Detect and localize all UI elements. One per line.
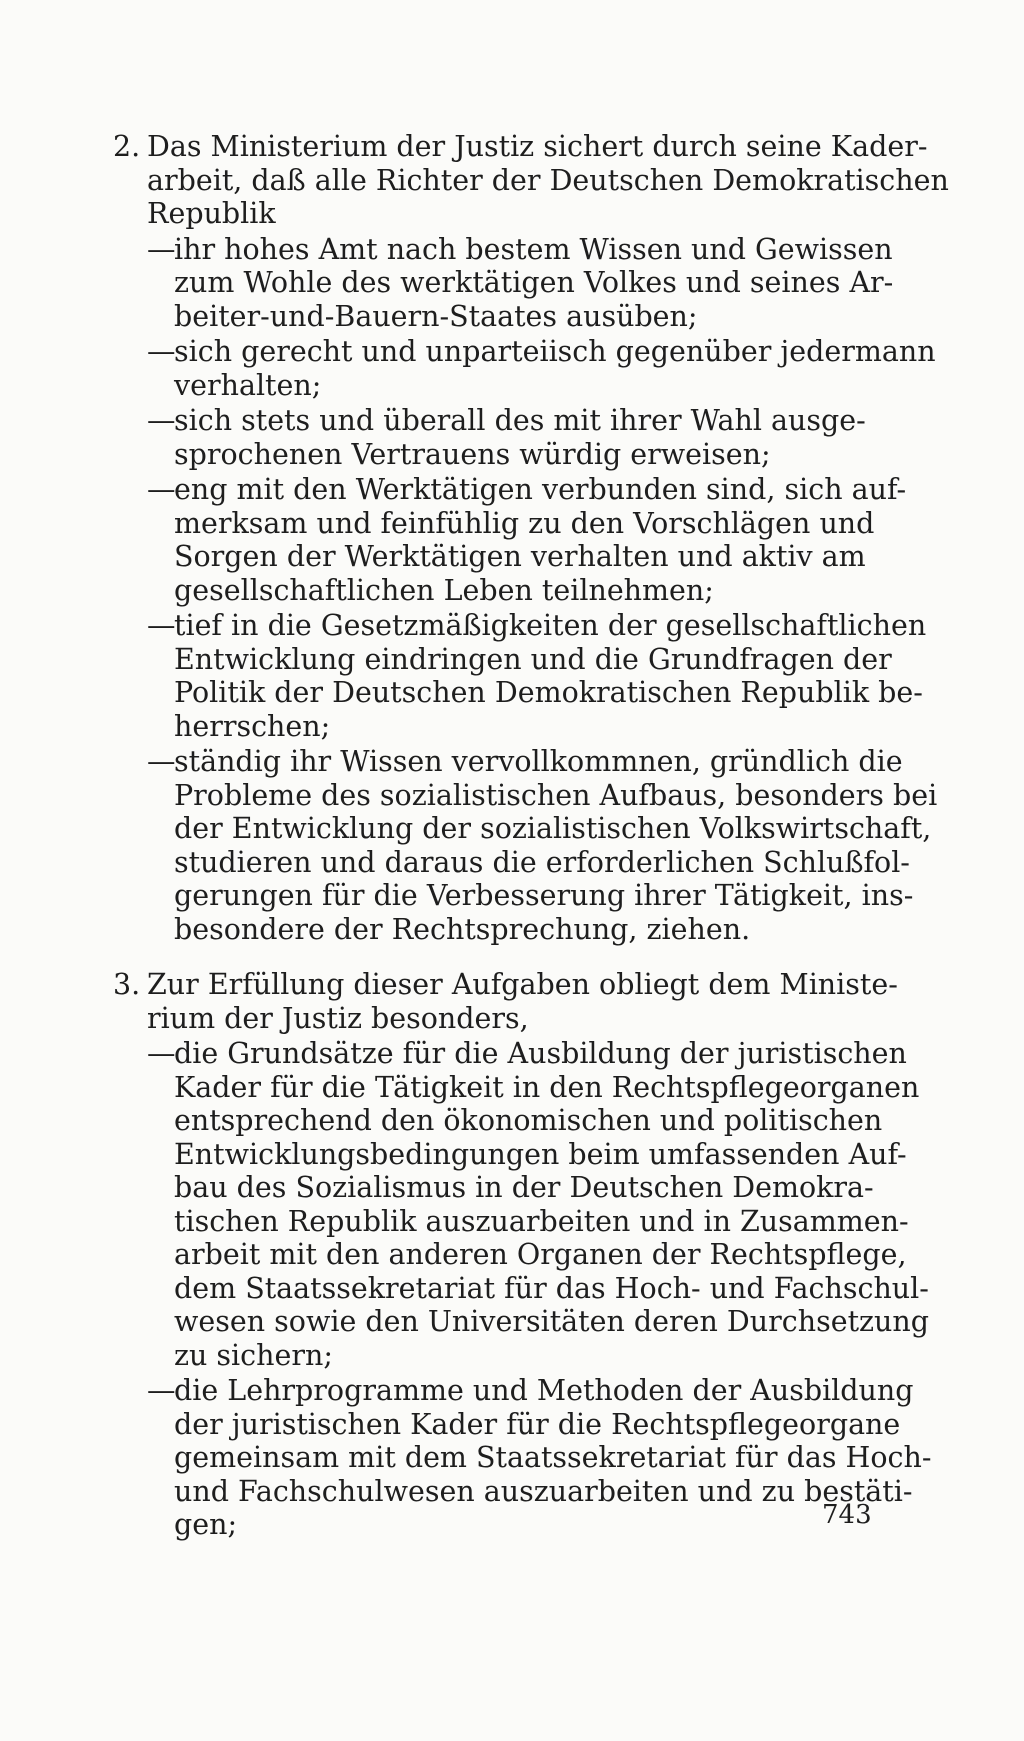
dash-list-item — [147, 609, 927, 743]
text-line: sich gerecht und unparteiisch gegenüber jedermann — [174, 335, 936, 368]
paragraph-number: 2. — [113, 130, 141, 163]
dash-marker: — — [147, 404, 176, 437]
text-line: tief in die Gesetzmäßigkeiten der gesellschaftlichen — [174, 609, 927, 642]
paragraph-number: 3. — [113, 968, 141, 1001]
text-line: gen; — [174, 1508, 238, 1541]
text-line: Entwicklung eindringen und die Grundfragen der — [174, 642, 892, 676]
text-line: rium der Justiz besonders, — [147, 1001, 529, 1035]
body-text — [0, 130, 1024, 1542]
text-line: die Lehrprogramme und Methoden der Ausbildung — [174, 1374, 914, 1407]
text-line: gesellschaftlichen Leben teilnehmen; — [174, 573, 714, 607]
dash-marker: — — [147, 335, 176, 368]
text-line: wesen sowie den Universitäten deren Durchsetzung — [174, 1305, 929, 1338]
dash-marker: — — [147, 232, 176, 266]
text-line: die Grundsätze für die Ausbildung der juristischen — [174, 1037, 907, 1070]
text-line: Das Ministerium der Justiz sichert durch seine Kader- — [147, 130, 928, 163]
dash-marker: — — [147, 1037, 176, 1070]
text-line: der juristischen Kader für die Rechtspflegeorgane — [174, 1407, 901, 1441]
paragraph-intro — [147, 130, 949, 231]
text-line: bau des Sozialismus in der Deutschen Demokra- — [174, 1171, 874, 1204]
text-line: Probleme des sozialistischen Aufbaus, besonders bei — [174, 778, 938, 812]
dash-list-item — [147, 745, 938, 946]
numbered-paragraph — [0, 130, 949, 946]
text-line: Entwicklungsbedingungen beim umfassenden Auf- — [174, 1137, 907, 1171]
text-line: sprochenen Vertrauens würdig erweisen; — [174, 437, 771, 471]
numbered-paragraph — [0, 968, 932, 1542]
text-line: arbeit mit den anderen Organen der Rechtspflege, — [174, 1238, 907, 1271]
text-line: zum Wohle des werktätigen Volkes und seines Ar- — [174, 266, 894, 299]
text-line: tischen Republik auszuarbeiten und in Zusammen- — [174, 1204, 909, 1238]
dash-list-item — [147, 473, 907, 607]
text-line: Kader für die Tätigkeit in den Rechtspflegeorganen — [174, 1070, 920, 1104]
text-line: studieren und daraus die erforderlichen Schlußfol- — [174, 845, 910, 879]
dash-list-item — [147, 232, 894, 334]
text-line: Sorgen der Werktätigen verhalten und aktiv am — [174, 540, 866, 573]
dash-list-item — [147, 1374, 932, 1542]
dash-list-item — [147, 404, 867, 471]
text-line: ihr hohes Amt nach bestem Wissen und Gewissen — [174, 232, 893, 266]
dash-marker: — — [147, 745, 176, 778]
text-line: gemeinsam mit dem Staatssekretariat für das Hoch- — [174, 1441, 932, 1474]
text-line: merksam und feinfühlig zu den Vorschlägen und — [174, 506, 875, 540]
dash-marker: — — [147, 609, 176, 642]
dash-list-item — [147, 335, 936, 402]
text-line: verhalten; — [174, 368, 322, 402]
text-line: entsprechend den ökonomischen und politischen — [174, 1104, 883, 1137]
text-line: der Entwicklung der sozialistischen Volkswirtschaft, — [174, 812, 932, 845]
text-line: und Fachschulwesen auszuarbeiten und zu bestäti- — [174, 1474, 913, 1508]
text-line: beiter-und-Bauern-Staates ausüben; — [174, 299, 698, 333]
text-line: Zur Erfüllung dieser Aufgaben obliegt dem Ministe- — [147, 968, 898, 1001]
paragraph-spacer — [0, 946, 1024, 968]
text-line: herrschen; — [174, 709, 331, 743]
text-line: besondere der Rechtsprechung, ziehen. — [174, 912, 751, 946]
dash-list-item — [147, 1037, 929, 1372]
text-line: ständig ihr Wissen vervollkommnen, gründlich die — [174, 745, 903, 778]
dash-marker: — — [147, 473, 176, 506]
text-line: gerungen für die Verbesserung ihrer Tätigkeit, ins- — [174, 879, 914, 912]
text-line: arbeit, daß alle Richter der Deutschen Demokratischen — [147, 163, 949, 197]
text-line: Politik der Deutschen Demokratischen Republik be- — [174, 676, 923, 709]
dash-marker: — — [147, 1374, 176, 1407]
text-line: eng mit den Werktätigen verbunden sind, sich auf- — [174, 473, 907, 506]
text-line: sich stets und überall des mit ihrer Wahl ausge- — [174, 404, 866, 437]
paragraph-intro — [147, 968, 898, 1035]
text-line: zu sichern; — [174, 1338, 333, 1372]
text-line: Republik — [147, 197, 276, 230]
text-line: dem Staatssekretariat für das Hoch- und Fachschul- — [174, 1271, 929, 1305]
page-number: 743 — [822, 1500, 872, 1530]
